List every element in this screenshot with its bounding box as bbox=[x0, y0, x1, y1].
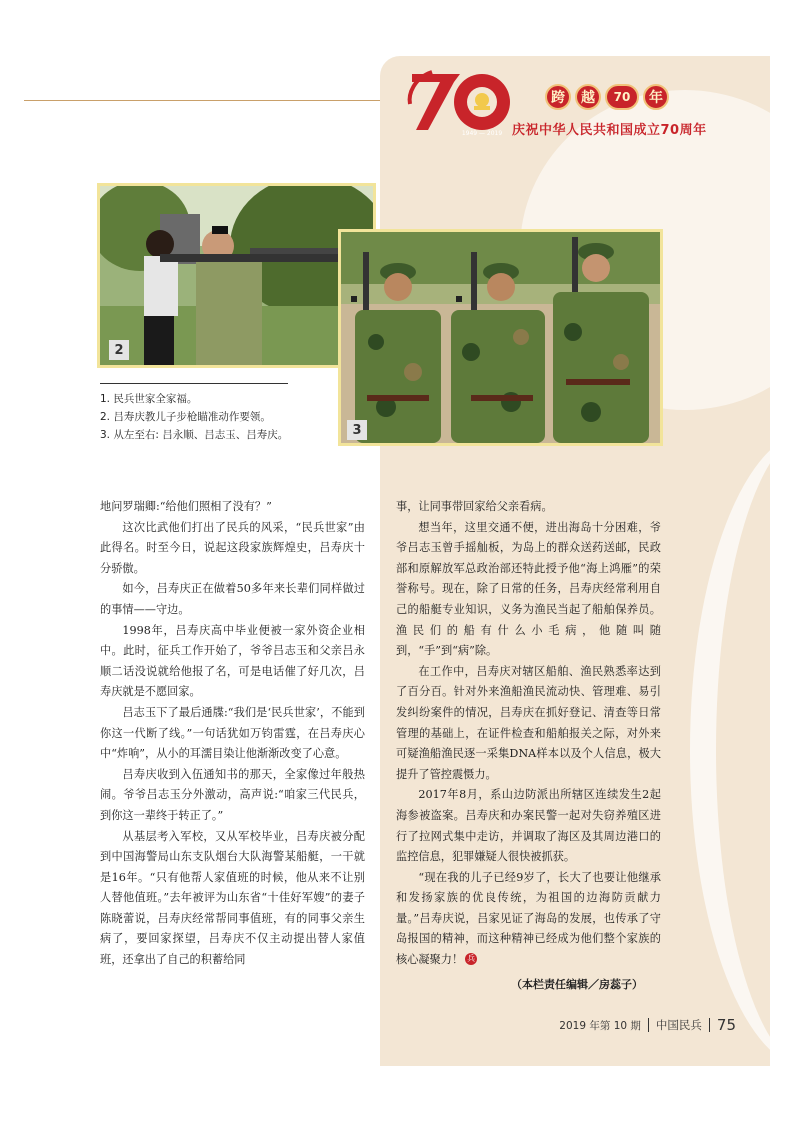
photo-3-image bbox=[341, 232, 660, 443]
issue-label: 2019 年第 10 期 bbox=[559, 1019, 641, 1032]
paragraph: 如今，吕寿庆正在做着50多年来长辈们同样做过的事情——守边。 bbox=[100, 582, 365, 616]
photo-3-number: 3 bbox=[347, 420, 367, 440]
seal-char: 70 bbox=[605, 84, 639, 110]
celebrate-subtitle: 庆祝中华人民共和国成立70周年 bbox=[512, 123, 707, 138]
paragraph: 想当年，这里交通不便，进出海岛十分困难，爷爷吕志玉曾手摇舢板，为岛上的群众送药送邮，民政部和原解放军总政治部还特此授予他“海上鸿雁”的荣誉称号。现在，除了日常的任务，吕寿庆经常利用自己的船艇专业知识，义务为渔民当起了船舶保养员。渔民们的船有什么小毛病，他随叫随到，“手”到“病”除。 bbox=[396, 520, 661, 658]
footer-divider bbox=[709, 1018, 710, 1032]
seal-char: 年 bbox=[643, 84, 669, 110]
photo-three-generations bbox=[338, 229, 663, 446]
logo-years-text: 1949 — 2019 bbox=[461, 130, 503, 137]
editor-note: （本栏责任编辑／房蕊子） bbox=[511, 977, 643, 991]
paragraph: 事，让同事带回家给父亲看病。 bbox=[396, 500, 553, 513]
seal-title bbox=[545, 84, 669, 110]
magazine-name: 中国民兵 bbox=[655, 1018, 702, 1032]
paragraph: 吕志玉下了最后通牒:“我们是‘民兵世家’，不能到你这一代断了线。”一句话犹如万钧雷霆，在吕寿庆心中“炸响”，从小的耳濡目染让他渐渐改变了心意。 bbox=[100, 705, 365, 761]
anniversary-70-logo bbox=[404, 64, 516, 140]
paragraph: 吕寿庆收到入伍通知书的那天，全家像过年般热闹。爷爷吕志玉分外激动，高声说:“咱家三代民兵，到你这一辈终于转正了。” bbox=[100, 767, 365, 822]
paragraph-final bbox=[396, 868, 661, 971]
photo-2-image bbox=[100, 186, 373, 365]
seal-char: 越 bbox=[575, 84, 601, 110]
page-footer bbox=[559, 1016, 736, 1034]
end-mark-icon: 兵 bbox=[467, 954, 476, 964]
final-paragraph-text: “现在我的儿子已经9岁了，长大了也要让他继承和发扬家族的优良传统，为祖国的边海防贡献力量。”吕寿庆说，吕家见证了海岛的发展，也传承了守岛报国的精神，而这种精神已经成为他们整个家族的核心凝聚力！ bbox=[396, 870, 661, 967]
paragraph: 1998年，吕寿庆高中毕业便被一家外资企业相中。此时，征兵工作开始了，爷爷吕志玉和父亲吕永顺二话没说就给他报了名，可是电话催了好几次，吕寿庆就是不愿回家。 bbox=[100, 623, 365, 699]
photo-2-number: 2 bbox=[109, 340, 129, 360]
caption-item: 1. 民兵世家全家福。 bbox=[100, 393, 198, 405]
caption-item: 3. 从左至右: 吕永顺、吕志玉、吕寿庆。 bbox=[100, 429, 289, 441]
photo-father-son-rifle bbox=[97, 183, 376, 368]
paragraph: 在工作中，吕寿庆对辖区船舶、渔民熟悉率达到了百分百。针对外来渔船渔民流动快、管理难、易引发纠纷案件的情况，吕寿庆在抓好登记、清查等日常管理的基础上，在证件检查和船舶报关之际，对外来可疑渔船渔民逐一采集DNA样本以及个人信息，极大提升了管控震慑力。 bbox=[396, 664, 661, 781]
paragraph: 从基层考入军校，又从军校毕业，吕寿庆被分配到中国海警局山东支队烟台大队海警某船艇，一干就是16年。“只有他帮人家值班的时候，他从来不让别人替他值班。”去年被评为山东省“十佳好军嫂”的妻子陈晓蕾说，吕寿庆经常帮同事值班，有的同事父亲生病了，要回家探望，吕寿庆不仅主动提出替人家值班，还拿出了自己的积蓄给同 bbox=[100, 829, 365, 967]
seal-char: 跨 bbox=[545, 84, 571, 110]
page-number: 75 bbox=[716, 1016, 736, 1034]
header-rule bbox=[24, 100, 380, 101]
caption-item: 2. 吕寿庆教儿子步枪瞄准动作要领。 bbox=[100, 411, 271, 423]
article-column-left bbox=[100, 497, 365, 971]
paragraph: 2017年8月，系山边防派出所辖区连续发生2起海参被盗案。吕寿庆和办案民警一起对失窃养殖区进行了拉网式集中走访，并调取了海区及其周边港口的监控信息，犯罪嫌疑人很快被抓获。 bbox=[396, 788, 661, 864]
paragraph: 这次比武他们打出了民兵的风采，“民兵世家”由此得名。时至今日，说起这段家族辉煌史，吕寿庆十分骄傲。 bbox=[100, 520, 365, 575]
photo-captions bbox=[100, 390, 288, 444]
article-column-right bbox=[396, 497, 661, 995]
footer-divider bbox=[648, 1018, 649, 1032]
caption-rule bbox=[100, 383, 288, 384]
paragraph: 地问罗瑞卿:“给他们照相了没有？” bbox=[100, 500, 272, 513]
